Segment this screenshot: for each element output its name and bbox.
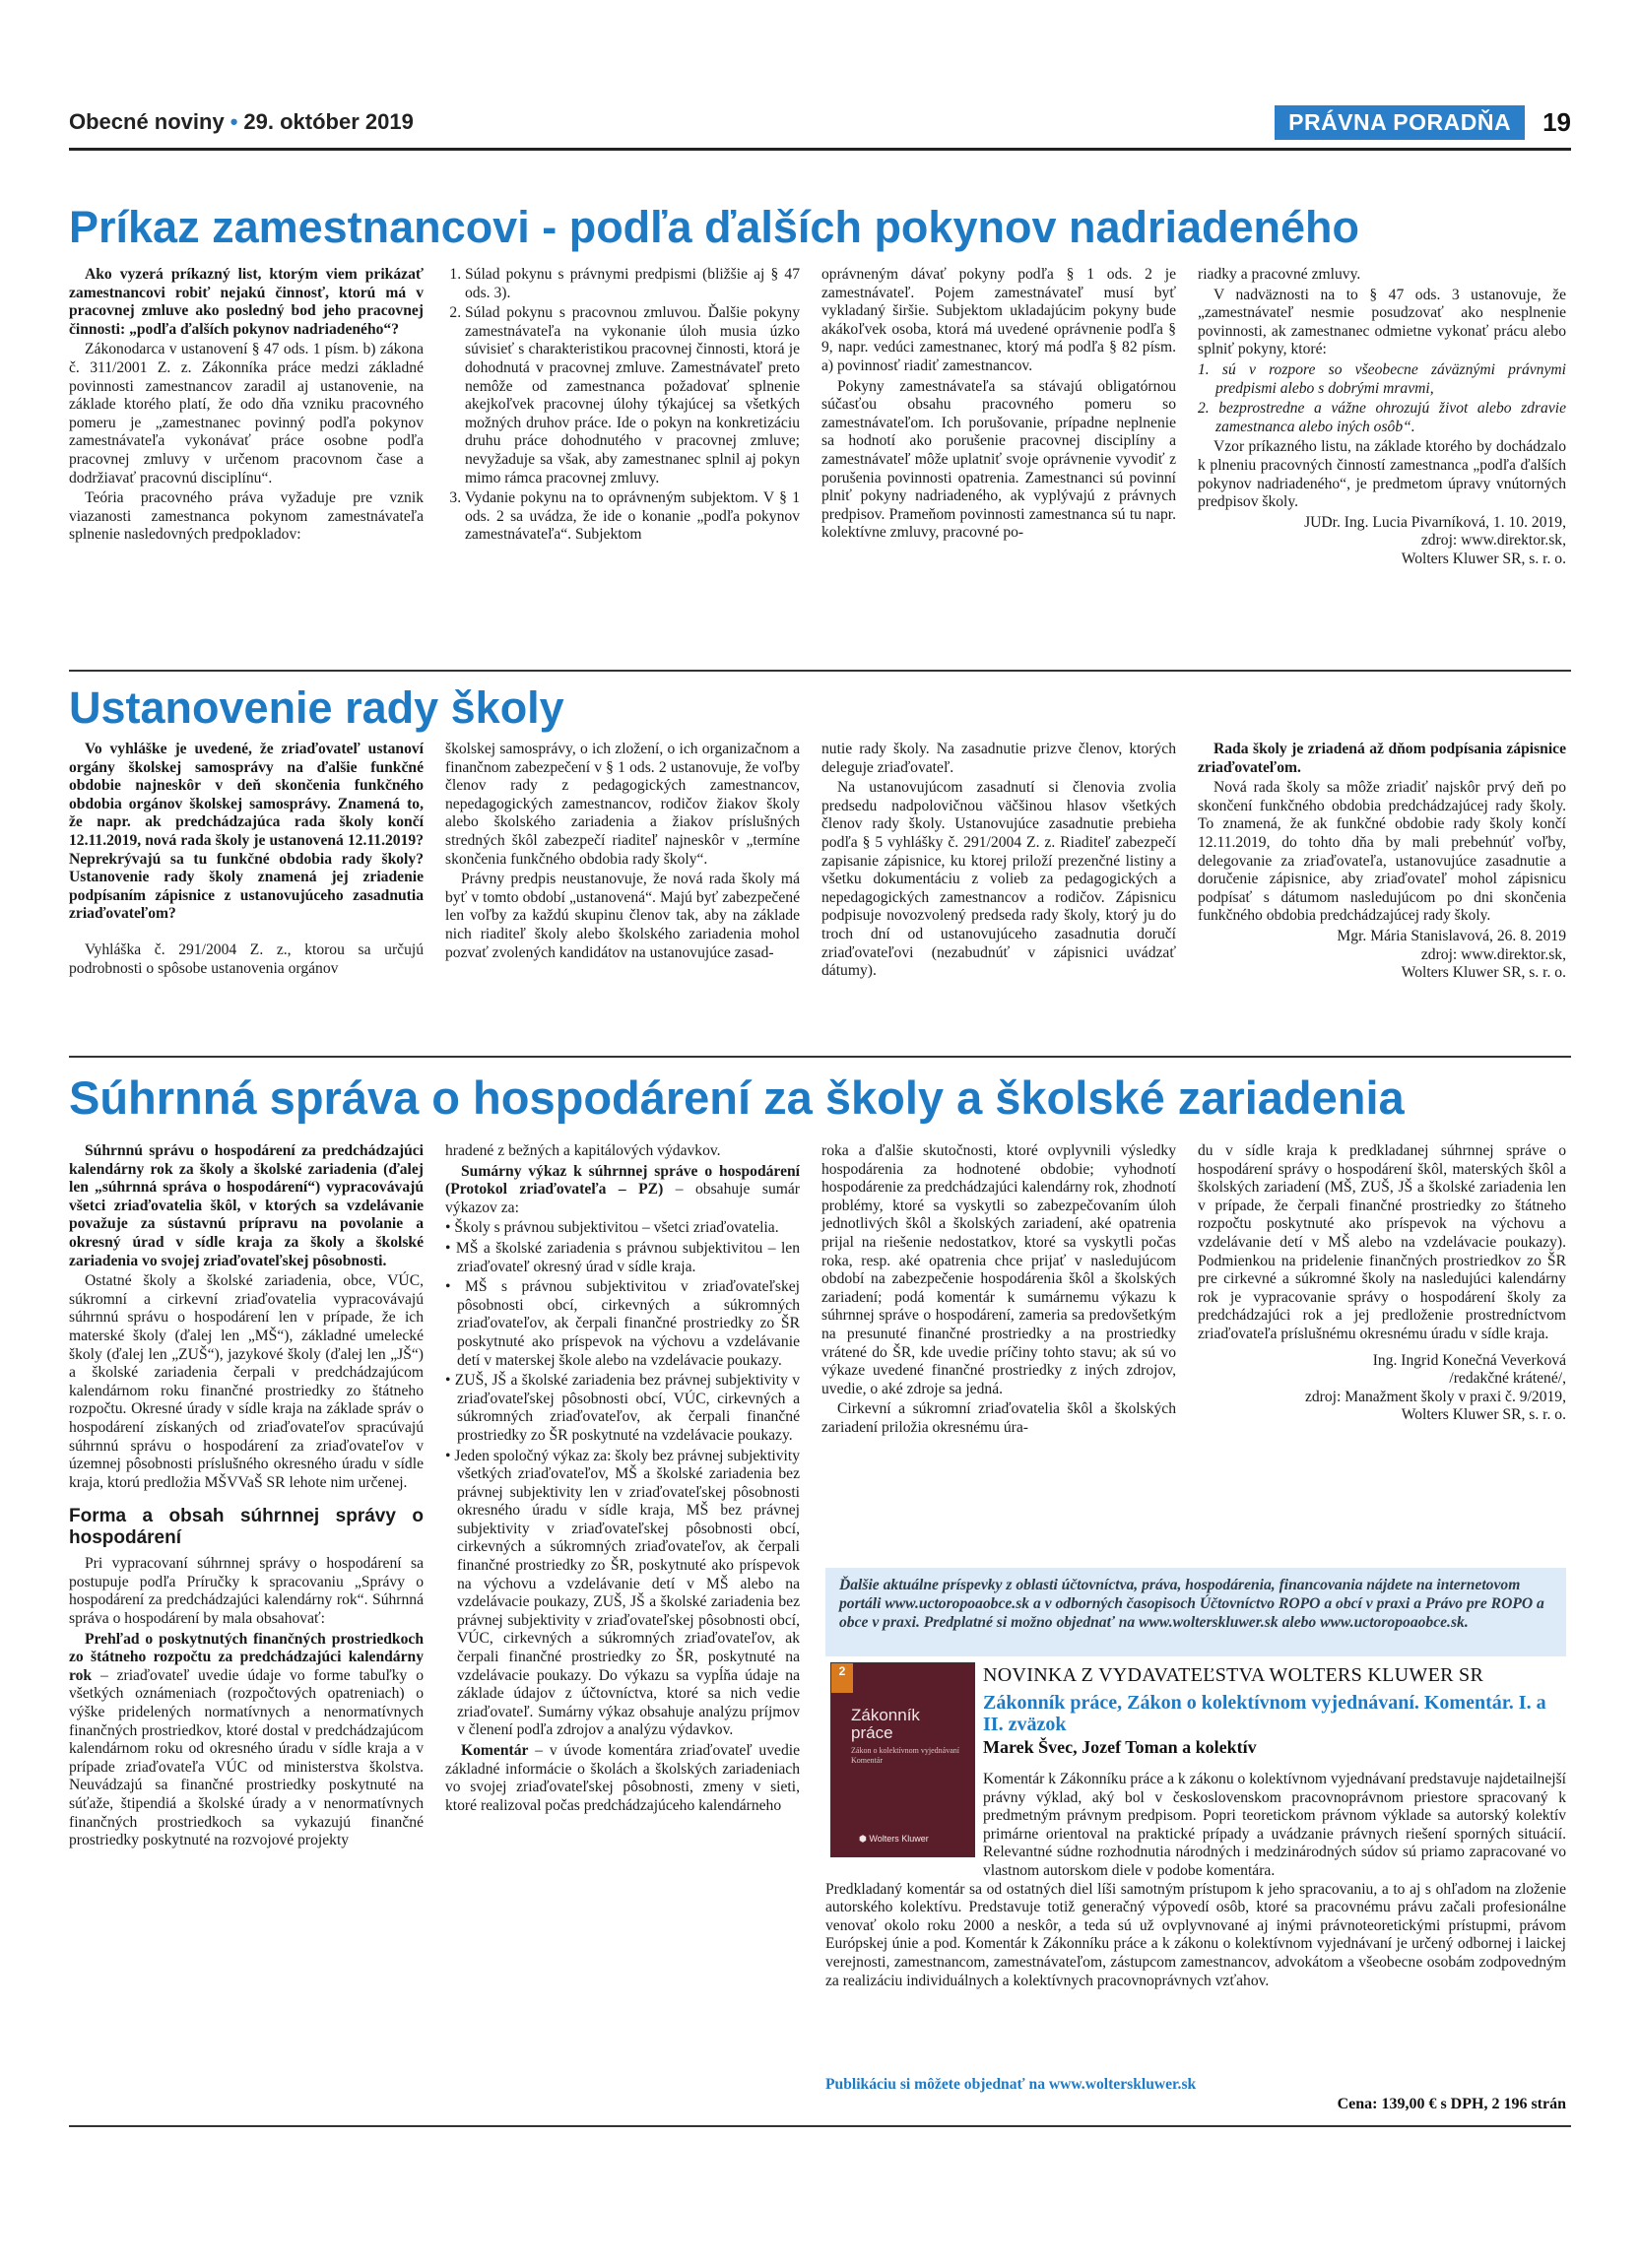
paragraph-body: – obsahuje sumár výkazov za: — [445, 1181, 800, 1216]
paragraph: hradené z bežných a kapitálových výdavkov. — [445, 1142, 721, 1159]
paragraph: Teória pracovného práva vyžaduje pre vznik viazanosti zamestnanca pokynom zamestnávateľa splnenie nasledovných predpokladov: — [69, 489, 424, 544]
author-signature: JUDr. Ing. Lucia Pivarníková, 1. 10. 2019, — [1304, 513, 1566, 531]
numbered-list — [445, 266, 800, 545]
paragraph: oprávneným dávať pokyny podľa § 1 ods. 2 je zamestnávateľ. Pojem zamestnávateľ musí byť vykladaný širšie. Subjektom ukladajúcim pokyny bude akákoľvek osoba, ktorá má uvedené oprávnenie podľa § 9, napr. vedúci zamestnanec, ktorý má podľa § 82 písm. a) povinnosť riadiť zamestnancov. — [821, 266, 1176, 374]
list-item: • Jeden spoločný výkaz za: školy bez právnej subjektivity všetkých zriaďovateľov, MŠ a školské zariadenia bez právnej subjektivity len v zriaďovateľskej pôsobnosti okresného úradu v sídle kraja, MŠ bez právnej subjektivity v zriaďovateľskej pôsobnosti obcí, cirkevných a súkromných zriaďovateľov, ak čerpali finančné prostriedky zo ŠR, poskytnuté ako príspevok na výchovu a vzdelávanie detí v MŠ alebo na vzdelávacie poukazy, ZUŠ, JŠ a školské zariadenia bez právnej subjektivity v zriaďovateľskej pôsobnosti obcí, VÚC, cirkevných a súkromných zriaďovateľov, ak čerpali finančné prostriedky zo ŠR, poskytnuté na vzdelávacie poukazy. Do výkazu sa vypĺňa údaje na základe údajov z účtovníctva, ktoré sa nich vedie zriaďovateľ. Sumárny výkaz obsahuje analýzu príjmov v členení podľa zdrojov a analýzu výdavkov. — [457, 1448, 800, 1741]
article-title-1: Príkaz zamestnancovi - podľa ďalších pokynov nadriadeného — [69, 202, 1360, 252]
paragraph-lead: Komentár — [461, 1742, 529, 1759]
page-number: 19 — [1542, 106, 1571, 137]
paragraph: školskej samosprávy, o ich zložení, o ich organizačnom a finančnom zabezpečení v § 1 ods. 2 ustanovuje, že voľby členov rady z pedagogických zamestnancov, nepedagogických zamestnancov, rodičov žiakov školy alebo školského zariadenia a žiakov príslušných stredných škôl zabezpečí riaditeľ najneskôr v „termíne skončenia funkčného obdobia rady školy“. — [445, 741, 800, 868]
article1-column-4 — [1198, 266, 1566, 569]
article3-column-4 — [1198, 1142, 1566, 1425]
book-cover-subtitle: Zákon o kolektívnom vyjednávaní Komentár — [851, 1746, 959, 1765]
article-title-3: Súhrnná správa o hospodárení za školy a školské zariadenia — [69, 1071, 1405, 1124]
paragraph: Vyhláška č. 291/2004 Z. z., ktorou sa určujú podrobnosti o spôsobe ustanovenia orgánov — [69, 940, 424, 977]
lead-paragraph: Súhrnnú správu o hospodárení za predchádzajúci kalendárny rok za školy a školské zariadenia (ďalej len „súhrnná správa o hospodárení“) vypracovávajú všetci zriaďovatelia škôl, v ktorých sa vzdelávanie považuje za sústavnú prípravu na povolanie a okresný úrad v sídle kraja za školy a školské zariadenia vo svojej zriaďovateľskej pôsobnosti. — [69, 1142, 424, 1269]
article3-column-2 — [445, 1142, 800, 1817]
list-item: • Školy s právnou subjektivitou – všetci zriaďovatelia. — [457, 1219, 800, 1238]
bottom-rule — [69, 2125, 1571, 2127]
list-item: 1. Súlad pokynu s právnymi predpismi (bližšie aj § 47 ods. 3). — [465, 266, 800, 302]
paragraph — [445, 1742, 800, 1815]
book-title: Zákonník práce, Zákon o kolektívnom vyjednávaní. Komentár. I. a II. zväzok — [983, 1692, 1546, 1735]
paragraph: Komentár k Zákonníku práce a k zákonu o kolektívnom vyjednávaní predstavuje najdetailnejší právny výklad, aký bol v československom pracovnoprávnom priestore spracovaný k predmetným právnym predpisom. Popri teoretickom právnom výklade sa autorský kolektív primárne orientoval na praktické prípady a uvádzanie právnych riešení sporných situácií. Relevantné súdne rozhodnutia národných i medzinárodných súdov sú priamo zapracované vo vlastnom autorskom diele v podobe komentára. — [983, 1771, 1566, 1879]
issue-date: 29. október 2019 — [243, 109, 414, 134]
article2-column-4 — [1198, 741, 1566, 983]
list-item: • MŠ s právnou subjektivitou v zriaďovateľskej pôsobnosti obcí, cirkevných a súkromných zriaďovateľov, ak čerpali finančné prostriedky zo ŠR poskytnuté ako príspevok na výchovu a vzdelávanie detí v materskej škole alebo na vzdelávacie poukazy. — [457, 1278, 800, 1370]
article2-column-3 — [821, 741, 1176, 983]
volume-badge: 2 — [831, 1663, 853, 1693]
bullet-separator: • — [230, 109, 238, 134]
paragraph: Pokyny zamestnávateľa sa stávajú obligatórnou súčasťou obsahu pracovného pomeru so zamestnávateľom. Ich porušovanie, prípadne neplnenie sa hodnotí ako porušenie pracovnej disciplíny a zamestnávateľ môže uplatniť svoje oprávnenie vyvodiť z porušenia povinnosti opatrenia. Zamestnanci sú povinní plniť pokyny nadriadeného, ak vyplývajú z právnych predpisov. Prameňom povinnosti zamestnanca sú tu napr. kolektívne zmluvy, pracovné po- — [821, 377, 1176, 542]
list-item: 1. sú v rozpore so všeobecne záväznými právnymi predpismi alebo s dobrými mravmi, — [1198, 360, 1566, 397]
book-cover-publisher: ⬢ Wolters Kluwer — [859, 1834, 929, 1845]
section-divider — [69, 1056, 1571, 1058]
paragraph: Na ustanovujúcom zasadnutí si členovia zvolia predsedu nadpolovičnou väčšinou hlasov všetkých členov rady školy. Ustanovujúce zasadnutie prebieha podľa § 5 vyhlášky č. 291/2004 Z. z. Riaditeľ zabezpečí zapisanie zápisnice, ku ktorej priloží prezenčné listiny a všetku dokumentáciu z volieb za pedagogických a nepedagogických zamestnancov a rodičov. Zápisnicu podpisuje novozvolený predseda rady školy, ktorý ju do troch dní od ustanovujúceho zasadnutia doručí zriaďovateľovi (nezabudnúť v zápisnici uvádzať dátumy). — [821, 779, 1176, 980]
publisher-line: Wolters Kluwer SR, s. r. o. — [1401, 964, 1566, 982]
subheading: Forma a obsah súhrnnej správy o hospodárení — [69, 1506, 424, 1549]
portal-notice: Ďalšie aktuálne príspevky z oblasti účtovníctva, práva, hospodárenia, financovania nájdete na internetovom portáli www.uctoropoaobce.sk a v odborných časopisoch Účtovníctvo ROPO a obcí v praxi a Právo pre ROPO a obce v praxi. Predplatné si možno objednať na www.wolterskluwer.sk alebo www.uctoropoaobce.sk. — [825, 1568, 1566, 1656]
header-right — [1275, 103, 1571, 141]
source-line: zdroj: www.direktor.sk, — [1420, 945, 1566, 963]
source-line: zdroj: Manažment školy v praxi č. 9/2019, — [1304, 1388, 1566, 1405]
book-price: Cena: 139,00 € s DPH, 2 196 strán — [1337, 2096, 1566, 2112]
lead-statement: Rada školy je zriadená až dňom podpísania zápisnice zriaďovateľom. — [1198, 741, 1566, 776]
article1-column-1 — [69, 266, 424, 547]
article-title-2: Ustanovenie rady školy — [69, 682, 564, 733]
order-link[interactable]: Publikáciu si môžete objednať na www.wolterskluwer.sk — [825, 2076, 1197, 2093]
book-authors: Marek Švec, Jozef Toman a kolektív — [983, 1737, 1257, 1757]
article1-column-3 — [821, 266, 1176, 545]
paragraph — [69, 1631, 424, 1850]
page-header — [69, 103, 1571, 143]
header-rule — [69, 148, 1571, 151]
book-promo — [825, 1662, 1566, 2115]
lead-question: Ako vyzerá príkazný list, ktorým viem prikázať zamestnancovi robiť nejakú činnosť, ktorú má v pracovnej zmluve ako posledný bod jeho pracovnej činnosti: „podľa ďalších pokynov nadriadeného“? — [69, 266, 424, 338]
paragraph: Vzor príkazného listu, na základe ktorého by dochádzalo k plneniu pracovných činností zamestnanca „podľa ďalších pokynov nadriadeného“, je predmetom úpravy vnútorných predpisov školy. — [1198, 438, 1566, 511]
article3-column-3 — [821, 1142, 1176, 1440]
paragraph: Cirkevní a súkromní zriaďovatelia škôl a školských zariadení priložia okresnému úra- — [821, 1400, 1176, 1436]
article3-column-1 — [69, 1142, 424, 1852]
paragraph: Predkladaný komentár sa od ostatných diel líši samotným prístupom k jeho spracovaniu, a to aj s ohľadom na zloženie autorského kolektívu. Predstavuje totiž generačný výpovedí osôb, ktoré sa pracovnému právu začali profesionálne venovať okolo roku 2000 a neskôr, a teda sú už ovplyvnované aj inými právnoteoretickými prístupmi, právom Európskej únie a pod. Komentár k Zákonníku práce a k zákonu o kolektívnom vyjednávaní je určený odbornej i laickej verejnosti, zamestnancom, zamestnávateľom, zástupcom zamestnancov, advokátom a všeobecne osobám zodpovedným za realizáciu individuálnych a kolektívnych pracovnoprávnych vzťahov. — [825, 1880, 1566, 1989]
paragraph: du v sídle kraja k predkladanej súhrnnej správe o hospodárení správy o hospodárení škôl, materských škôl a školských zariadení (MŠ, ZUŠ, JŠ a školské zariadenia len v prípade, že čerpali finančné prostriedky zo štátneho rozpočtu poskytnuté ako príspevok na výchovu a vzdelávanie detí v MŠ alebo na vzdelávacie poukazy). Podmienkou na pridelenie finančných prostriedkov zo ŠR pre cirkevné a súkromné školy na nasledujúci kalendárny rok je vypracovanie správy o hospodárení školy za predchádzajúci rok a jej predloženie prostredníctvom zriaďovateľa príslušnému okresnému úradu v sídle kraja. — [1198, 1142, 1566, 1342]
list-item: 2. bezprostredne a vážne ohrozujú život alebo zdravie zamestnanca alebo iných osôb“. — [1198, 400, 1566, 435]
author-signature: Mgr. Mária Stanislavová, 26. 8. 2019 — [1337, 927, 1566, 944]
bullet-list — [445, 1219, 800, 1740]
publisher-line: Wolters Kluwer SR, s. r. o. — [1401, 550, 1566, 567]
paragraph-body: – v úvode komentára zriaďovateľ uvedie základné informácie o školách a školských zariadeniach vo svojej zriaďovateľskej pôsobnosti, zmeny v sieti, ktoré realizoval počas predchádzajúceho kalendárneho — [445, 1742, 800, 1814]
list-item: • ZUŠ, JŠ a školské zariadenia bez právnej subjektivity v zriaďovateľskej pôsobnosti obcí, VÚC, cirkevných a súkromných zriaďovateľov, ak čerpali finančné prostriedky zo ŠR poskytnuté na vzdelávacie poukazy. — [457, 1372, 800, 1445]
paragraph — [445, 1163, 800, 1218]
article2-column-1 — [69, 741, 424, 980]
paper-name: Obecné noviny — [69, 109, 225, 134]
paragraph-lead: Prehľad o poskytnutých finančných prostriedkoch zo štátneho rozpočtu za predchádzajúci kalendárny rok — [69, 1630, 424, 1684]
promo-heading: NOVINKA Z VYDAVATEĽSTVA WOLTERS KLUWER SR — [983, 1664, 1484, 1686]
paragraph: Právny predpis neustanovuje, že nová rada školy má byť v tomto období „ustanovená“. Majú byť zabezpečené len voľby za každú skupinu členov tak, aby na základe nich riaditeľ školy alebo školského zariadenia mohol pozvať zvolených kandidátov na ustanovujúce zasad- — [445, 871, 800, 961]
publisher-line: Wolters Kluwer SR, s. r. o. — [1401, 1406, 1566, 1424]
section-divider — [69, 670, 1571, 672]
lead-question: Vo vyhláške je uvedené, že zriaďovateľ ustanoví orgány školskej samosprávy na ďalšie funkčné obdobie najneskôr v deň skončenia funkčného obdobia orgánov školskej samosprávy. Znamená to, že napr. ak predchádzajúca rada školy končí 12.11.2019, nová rada školy je ustanovená 12.11.2019? Neprekrývajú sa tu funkčné obdobia rady školy? Ustanovenie rady školy znamená jej zriadenie podpísaním zápisnice z ustanovujúceho zasadnutia zriaďovateľom? — [69, 741, 424, 923]
paragraph: Pri vypracovaní súhrnnej správy o hospodárení sa postupuje podľa Príručky k spracovaniu „Správy o hospodárení za predchádzajúci kalendárny rok“. Súhrnná správa o hospodárení by mala obsahovať: — [69, 1555, 424, 1628]
paragraph: Nová rada školy sa môže zriadiť najskôr prvý deň po skončení funkčného obdobia predchádzajúcej rady školy. To znamená, že ak funkčné obdobie rady školy končí 12.11.2019, do tohto dňa by mali prebehnúť voľby, delegovanie za zriaďovateľa, ustanovujúce zasadnutie a doručenie zápisnice, aby zriaďovateľ mohol zápisnicu podpísať s dátumom nasledujúcom po dni skončenia funkčného obdobia predchádzajúcej rady školy. — [1198, 779, 1566, 925]
list-item: • MŠ a školské zariadenia s právnou subjektivitou – len zriaďovateľ okresný úrad v sídle kraja. — [457, 1240, 800, 1276]
paragraph-body: – zriaďovateľ uvedie údaje vo forme tabuľky o všetkých oznámeniach (rozpočtových opatreniach) o výške pridelených normatívnych a nenormatívnych finančných prostriedkov, ktoré dostal v predchádzajúcom kalendárnom roku od okresného úradu v sídle kraja a v prípade zriaďovateľa VÚC od ministerstva školstva. Neuvádzajú sa finančné prostriedky poskytnuté na súťaže, štipendiá a školské úrady a v nenormatívnych finančných prostriedkoch sa vykazujú finančné prostriedky poskytnuté na rozvojové projekty — [69, 1666, 424, 1849]
source-line: zdroj: www.direktor.sk, — [1420, 532, 1566, 550]
article1-column-2 — [445, 266, 800, 547]
section-badge: PRÁVNA PORADŇA — [1275, 105, 1525, 140]
paragraph-lead: Sumárny výkaz k súhrnnej správe o hospodárení (Protokol zriaďovateľa – PZ) — [445, 1162, 800, 1199]
paragraph: V nadväznosti na to § 47 ods. 3 ustanovuje, že „zamestnávateľ nesmie posudzovať ako nesplnenie povinnosti, ak zamestnanec odmietne vykonať prácu alebo splniť pokyny, ktoré: — [1198, 286, 1566, 358]
list-item: 3. Vydanie pokynu na to oprávneným subjektom. V § 1 ods. 2 sa uvádza, že ide o konanie „podľa pokynov zamestnávateľa“. Subjektom — [465, 489, 800, 545]
masthead — [69, 109, 414, 135]
paragraph: nutie rady školy. Na zasadnutie prizve členov, ktorých deleguje zriaďovateľ. — [821, 741, 1176, 776]
author-signature: Ing. Ingrid Konečná Veverková — [1372, 1351, 1566, 1369]
list-item: 2. Súlad pokynu s pracovnou zmluvou. Ďalšie pokyny zamestnávateľa na vykonanie úloh musia úzko súvisieť s charakteristikou pracovnej činnosti, ktorá je dohodnutá v pracovnej zmluve. Zamestnávateľ preto nemôže od zamestnanca požadovať splnenie akejkoľvek pracovnej úlohy týkajúcej sa všetkých možných druhov práce. Ide o pokyn na konkretizáciu druhu práce dohodnutého v pracovnej zmluve; nevyžaduje sa však, aby zamestnanec splnil aj pokyn mimo rámca pracovnej zmluvy. — [465, 304, 800, 487]
paragraph: riadky a pracovné zmluvy. — [1198, 266, 1361, 283]
article2-column-2 — [445, 741, 800, 964]
book-cover-title: Zákonník práce — [851, 1706, 920, 1742]
editor-note: /redakčné krátené/, — [1449, 1370, 1566, 1388]
paragraph: Zákonodarca v ustanovení § 47 ods. 1 písm. b) zákona č. 311/2001 Z. z. Zákonníka práce medzi základné povinnosti zamestnancov zaradil aj ustanovenie, na základe ktorého platí, že odo dňa vzniku pracovného pomeru je „zamestnanec povinný podľa pokynov zamestnávateľa vykonávať práce osobne podľa pracovnej zmluvy v určenom pracovnom čase a dodržiavať pracovnú disciplínu“. — [69, 341, 424, 486]
book-description — [825, 1771, 1566, 1990]
paragraph: Ostatné školy a školské zariadenia, obce, VÚC, súkromní a cirkevní zriaďovatelia vypracovávajú súhrnnú správu o hospodárení len v prípade, že ich materské školy (ďalej len „MŠ“), základné umelecké školy (ďalej len „ZUŠ“), jazykové školy (ďalej len „JŠ“) a školské zariadenia čerpali v predchádzajúcom kalendárnom roku finančné prostriedky zo štátneho rozpočtu. Okresné úrady v sídle kraja na základe správ o hospodárení získaných od zriaďovateľov spracúvajú súhrnnú správu o hospodárení za zriaďovateľov v územnej pôsobnosti príslušného okresného úradu v sídle kraja, ktorú predložia MŠVVaŠ SR lehote nim určenej. — [69, 1272, 424, 1491]
paragraph: roka a ďalšie skutočnosti, ktoré ovplyvnili výsledky hospodárenia za hodnotené obdobie; vyhodnotí hospodárenie za predchádzajúci kalendárny rok, zhodnotí problémy, ktoré sa vyskytli so zabezpečovaním úloh jednotlivých škôl a školských zariadení, aké opatrenia prijal na riešenie nedostatkov, ktoré sa vyskytli počas roka, resp. aké opatrenia chce prijať v nasledujúcom období na zabezpečenie hospodárenia škôl a školských zariadení; podá komentár k sumárnemu výkazu k súhrnnej správe o hospodárení, zameria sa predovšetkým na presunuté finančné prostriedky a na prostriedky vrátené do ŠR, kde uvedie príčiny tohto stavu; ak sú vo výkaze uvedené finančné prostriedky z iných zdrojov, uvedie, o aké zdroje sa jedná. — [821, 1142, 1176, 1397]
